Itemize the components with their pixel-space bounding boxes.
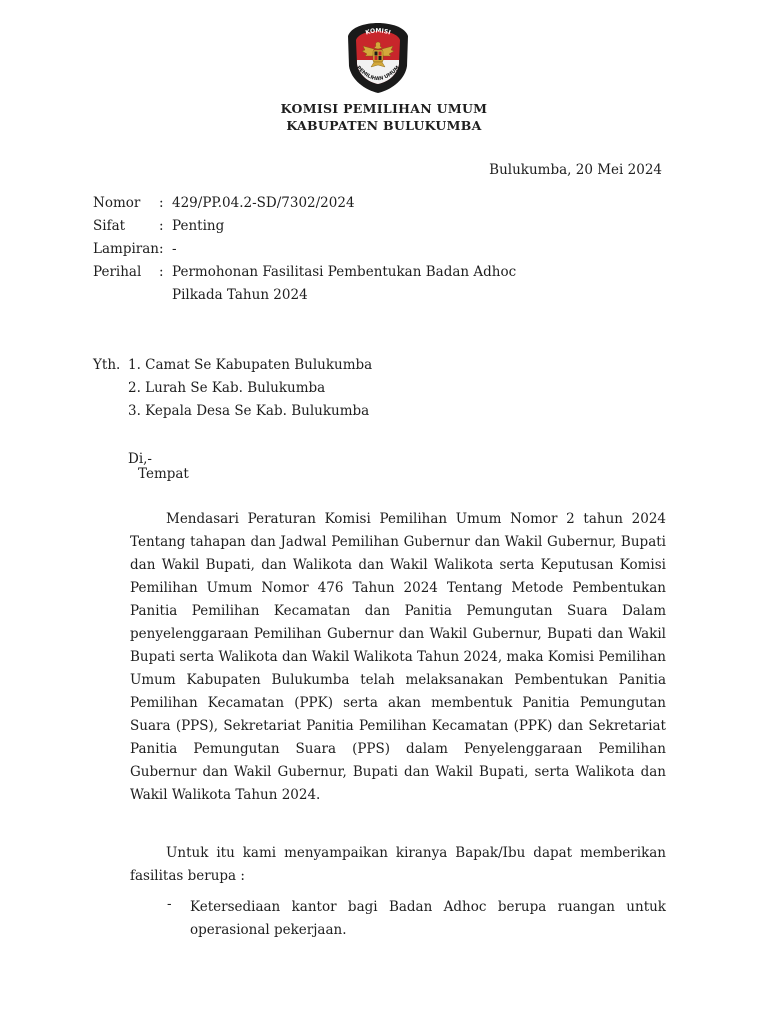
letter-place-date: Bulukumba, 20 Mei 2024 [489,162,662,178]
meta-nomor [93,195,355,211]
meta-lampiran [93,241,177,257]
organization-name: KOMISI PEMILIHAN UMUM [280,101,488,116]
addressee-prefix: Yth. [93,357,121,373]
meta-sifat-value: Penting [172,218,225,234]
meta-lampiran-value: - [172,241,177,257]
addressee-item: 1. Camat Se Kabupaten Bulukumba [128,357,373,373]
svg-text:PEMILIHAN UMUM: PEMILIHAN UMUM [355,64,401,83]
meta-perihal [93,264,516,280]
meta-nomor-value: 429/PP.04.2-SD/7302/2024 [172,195,355,211]
bullet-item: Ketersediaan kantor bagi Badan Adhoc berupa ruangan untuk operasional pekerjaan. [190,899,666,938]
addressee-tempat: Tempat [138,466,189,482]
body-paragraph-1-text: Mendasari Peraturan Komisi Pemilihan Umum Nomor 2 tahun 2024 Tentang tahapan dan Jadwal Pemilihan Gubernur dan Wakil Gubernur, Bupati dan Wakil Bupati, dan Walikota dan Wakil Walikota serta Keputusan Komisi Pemilihan Umum Nomor 476 Tahun 2024 Tentang Metode Pembentukan Panitia Pemilihan Kecamatan dan Panitia Pemungutan Suara Dalam penyelenggaraan Pemilihan Gubernur dan Wakil Gubernur, Bupati dan Wakil Bupati serta Walikota dan Wakil Walikota Tahun 2024, maka Komisi Pemilihan Umum Kabupaten Bulukumba telah melaksanakan Pembentukan Panitia Pemilihan Kecamatan (PPK) serta akan membentuk Panitia Pemungutan Suara (PPS), Sekretariat Panitia Pemilihan Kecamatan (PPK) dan Sekretariat Panitia Pemungutan Suara (PPS) dalam Penyelenggaraan Pemilihan Gubernur dan Wakil Gubernur, Bupati dan Wakil Bupati, serta Walikota dan Wakil Walikota Tahun 2024. [130,511,666,803]
meta-colon: : [159,195,164,211]
meta-colon: : [159,264,164,280]
meta-sifat [93,218,224,234]
addressee-item: 2. Lurah Se Kab. Bulukumba [128,380,326,396]
addressee-item: 3. Kepala Desa Se Kab. Bulukumba [128,403,370,419]
meta-perihal-line2: Pilkada Tahun 2024 [172,287,308,303]
meta-colon: : [159,241,164,257]
meta-nomor-label: Nomor [93,195,141,211]
organization-district: KABUPATEN BULUKUMBA [286,118,482,133]
meta-perihal-label: Perihal [93,264,142,280]
meta-sifat-label: Sifat [93,218,126,234]
addressee-di: Di,- [128,451,152,467]
meta-lampiran-label: Lampiran [93,241,159,257]
body-paragraph-2-text: Untuk itu kami menyampaikan kiranya Bapak/Ibu dapat memberikan fasilitas berupa : [130,845,666,884]
svg-text:KOMISI: KOMISI [364,27,392,37]
bullet-marker: - [167,896,172,912]
body-paragraph-1 [130,508,666,807]
body-paragraph-2 [130,842,666,888]
kpu-garuda-emblem-icon [345,22,411,94]
meta-colon: : [159,218,164,234]
meta-perihal-line1: Permohonan Fasilitasi Pembentukan Badan Adhoc [172,264,517,280]
